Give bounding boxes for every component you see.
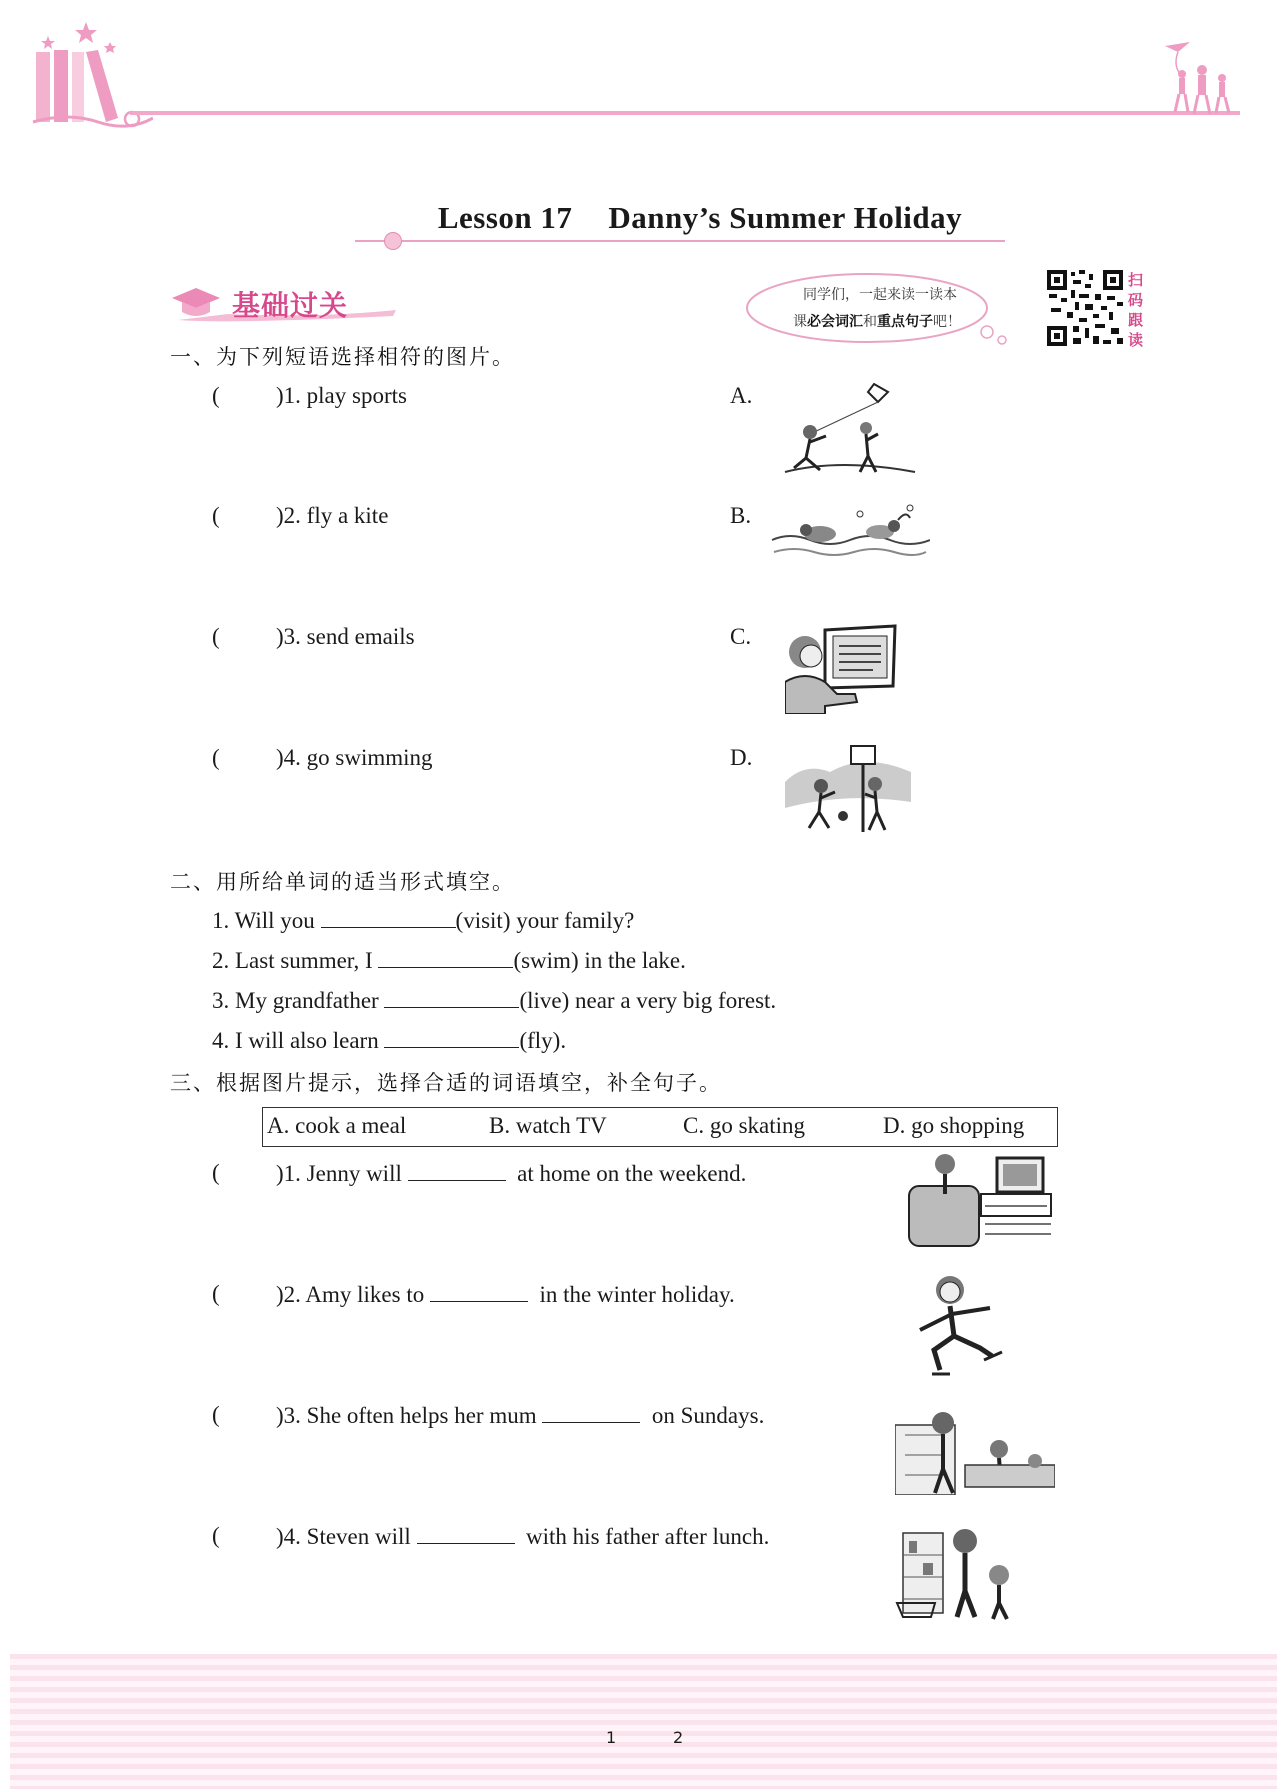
page-title [330, 200, 1070, 236]
word-option: B. watch TV [489, 1113, 607, 1138]
picture-letter: C. [730, 624, 752, 649]
answer-paren[interactable]: ( [212, 503, 220, 528]
qr-code-icon[interactable] [1045, 268, 1125, 348]
section2-heading: 二、用所给单词的适当形式填空。 [170, 870, 515, 894]
phrase-item: )4. go swimming [276, 745, 433, 770]
answer-paren[interactable]: ( [212, 1402, 220, 1427]
kite-flying-picture [770, 380, 920, 480]
picture-letter: D. [730, 745, 753, 770]
answer-paren[interactable]: ( [212, 1281, 220, 1306]
header-divider [130, 111, 1240, 115]
answer-paren[interactable]: ( [212, 383, 220, 408]
answer-blank[interactable] [542, 1402, 640, 1423]
graduation-cap-icon [172, 288, 220, 316]
word-option: D. go shopping [883, 1113, 1025, 1138]
section-badge-label: 基础过关 [232, 289, 349, 322]
word-option: A. cook a meal [267, 1113, 407, 1138]
page-number-left: 1 [606, 1728, 617, 1747]
fill-in-item: 3. My grandfather (live) near a very big forest. [212, 988, 777, 1013]
picture-letter: B. [730, 503, 752, 528]
answer-blank[interactable] [384, 1027, 519, 1048]
answer-blank[interactable] [430, 1281, 528, 1302]
answer-paren[interactable]: ( [212, 624, 220, 649]
fill-in-item: 4. I will also learn (fly). [212, 1028, 567, 1053]
footer-band [10, 1654, 1277, 1789]
shopping-picture [895, 1525, 1040, 1620]
lesson-name: Danny’s Summer Holiday [608, 200, 963, 235]
sentence-item: )2. Amy likes to in the winter holiday. [276, 1282, 735, 1307]
section1-heading: 一、为下列短语选择相符的图片。 [170, 345, 515, 369]
children-kite-icon [1160, 38, 1240, 118]
fill-in-item: 1. Will you (visit) your family? [212, 908, 635, 933]
title-dot-icon [384, 232, 402, 250]
answer-blank[interactable] [417, 1523, 515, 1544]
bubble-line-2: 课必会词汇和重点句子吧！ [793, 314, 961, 330]
basketball-picture [785, 742, 911, 834]
sentence-item: )3. She often helps her mum on Sundays. [276, 1403, 765, 1428]
answer-paren[interactable]: ( [212, 1160, 220, 1185]
speech-bubble [742, 270, 1012, 350]
answer-blank[interactable] [378, 947, 513, 968]
phrase-item: )2. fly a kite [276, 503, 389, 528]
word-option: C. go skating [683, 1113, 806, 1138]
bubble-line-1: 同学们，一起来读一读本 [803, 287, 957, 303]
sentence-item: )1. Jenny will at home on the weekend. [276, 1161, 747, 1186]
answer-paren[interactable]: ( [212, 1523, 220, 1548]
books-logo-icon [28, 22, 153, 132]
fill-in-item: 2. Last summer, I (swim) in the lake. [212, 948, 686, 973]
email-computer-picture [785, 622, 900, 714]
lesson-number: Lesson 17 [437, 200, 573, 235]
skating-picture [910, 1270, 1010, 1382]
answer-paren[interactable]: ( [212, 745, 220, 770]
swimming-picture [770, 500, 930, 568]
watch-tv-picture [905, 1150, 1053, 1258]
phrase-item: )3. send emails [276, 624, 415, 649]
picture-letter: A. [730, 383, 753, 408]
sentence-item: )4. Steven will with his father after lunch. [276, 1524, 770, 1549]
word-bank [262, 1107, 1058, 1147]
cooking-picture [895, 1405, 1055, 1495]
answer-blank[interactable] [384, 987, 519, 1008]
answer-blank[interactable] [321, 907, 456, 928]
title-underline [355, 240, 1005, 242]
scan-label: 扫 码 跟 读 [1128, 271, 1144, 349]
page-number-right: 2 [673, 1728, 684, 1747]
phrase-item: )1. play sports [276, 383, 407, 408]
answer-blank[interactable] [408, 1160, 506, 1181]
section3-heading: 三、根据图片提示，选择合适的词语填空，补全句子。 [170, 1071, 722, 1095]
